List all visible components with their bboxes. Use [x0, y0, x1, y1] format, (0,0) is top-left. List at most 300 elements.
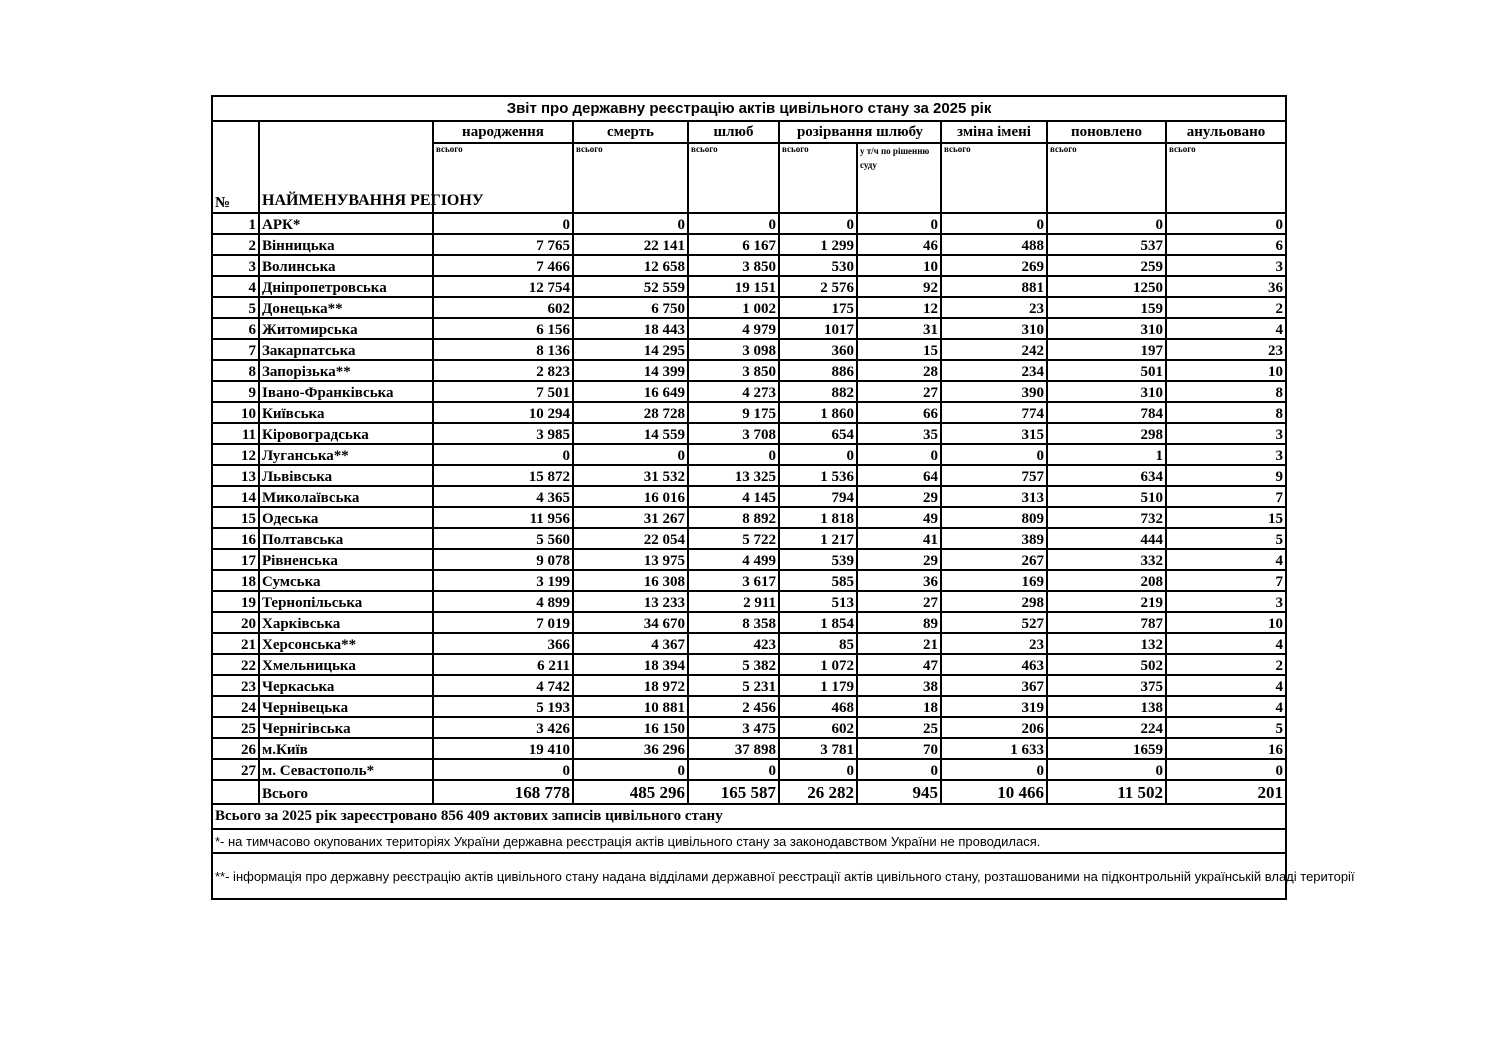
cell-divorce: 530	[779, 255, 857, 276]
region-name: Хмельницька	[259, 654, 433, 675]
cell-death: 22 141	[573, 234, 688, 255]
cell-death: 18 443	[573, 318, 688, 339]
region-name: Херсонська**	[259, 633, 433, 654]
region-name: Одеська	[259, 507, 433, 528]
cell-death: 16 016	[573, 486, 688, 507]
row-number: 8	[212, 360, 259, 381]
row-number: 27	[212, 759, 259, 780]
region-name: Кіровоградська	[259, 423, 433, 444]
cell-divorce: 175	[779, 297, 857, 318]
cell-death: 0	[573, 444, 688, 465]
cell-divorce: 585	[779, 570, 857, 591]
cell-annulled: 3	[1166, 591, 1286, 612]
table-row	[212, 738, 1286, 759]
cell-birth: 12 754	[433, 276, 573, 297]
cell-name-change: 267	[941, 549, 1047, 570]
table-row	[212, 486, 1286, 507]
cell-court: 15	[857, 339, 941, 360]
cell-marriage: 8 358	[688, 612, 779, 633]
cell-annulled: 15	[1166, 507, 1286, 528]
cell-court: 29	[857, 486, 941, 507]
cell-renewed: 197	[1047, 339, 1166, 360]
cell-renewed: 375	[1047, 675, 1166, 696]
footnote-controlled: **- інформація про державну реєстрацію актів цивільного стану надана відділами державної реєстрації актів цивільного стану, розташованими на підконтрольній українській владі території	[212, 853, 1286, 899]
cell-divorce: 1 179	[779, 675, 857, 696]
cell-birth: 0	[433, 759, 573, 780]
region-name: Луганська**	[259, 444, 433, 465]
row-number: 9	[212, 381, 259, 402]
cell-name-change: 234	[941, 360, 1047, 381]
cell-death: 31 267	[573, 507, 688, 528]
cell-name-change: 0	[941, 444, 1047, 465]
total-death: 485 296	[573, 780, 688, 804]
subheader-birth-total: всього	[433, 143, 573, 213]
cell-death: 22 054	[573, 528, 688, 549]
cell-birth: 5 193	[433, 696, 573, 717]
row-number: 14	[212, 486, 259, 507]
cell-renewed: 537	[1047, 234, 1166, 255]
cell-renewed: 298	[1047, 423, 1166, 444]
region-name: Вінницька	[259, 234, 433, 255]
cell-divorce: 0	[779, 213, 857, 234]
region-name: АРК*	[259, 213, 433, 234]
cell-name-change: 0	[941, 213, 1047, 234]
table-row	[212, 213, 1286, 234]
cell-birth: 7 019	[433, 612, 573, 633]
subheader-death-total: всього	[573, 143, 688, 213]
cell-renewed: 132	[1047, 633, 1166, 654]
table-row	[212, 423, 1286, 444]
cell-annulled: 4	[1166, 318, 1286, 339]
cell-death: 14 559	[573, 423, 688, 444]
cell-death: 16 150	[573, 717, 688, 738]
cell-divorce: 1 860	[779, 402, 857, 423]
total-annulled: 201	[1166, 780, 1286, 804]
region-name: Волинська	[259, 255, 433, 276]
cell-court: 27	[857, 381, 941, 402]
cell-court: 35	[857, 423, 941, 444]
cell-divorce: 886	[779, 360, 857, 381]
cell-divorce: 794	[779, 486, 857, 507]
cell-death: 14 295	[573, 339, 688, 360]
cell-marriage: 4 145	[688, 486, 779, 507]
cell-court: 21	[857, 633, 941, 654]
total-marriage: 165 587	[688, 780, 779, 804]
cell-death: 4 367	[573, 633, 688, 654]
cell-marriage: 3 850	[688, 360, 779, 381]
cell-marriage: 9 175	[688, 402, 779, 423]
column-header-renewed: поновлено	[1047, 121, 1166, 143]
cell-marriage: 4 979	[688, 318, 779, 339]
total-row	[212, 780, 1286, 804]
cell-marriage: 4 273	[688, 381, 779, 402]
total-renewed: 11 502	[1047, 780, 1166, 804]
cell-death: 0	[573, 759, 688, 780]
cell-marriage: 37 898	[688, 738, 779, 759]
cell-name-change: 0	[941, 759, 1047, 780]
row-number: 25	[212, 717, 259, 738]
cell-court: 29	[857, 549, 941, 570]
region-name: Чернівецька	[259, 696, 433, 717]
cell-birth: 9 078	[433, 549, 573, 570]
cell-death: 13 233	[573, 591, 688, 612]
cell-death: 16 649	[573, 381, 688, 402]
cell-birth: 7 765	[433, 234, 573, 255]
cell-renewed: 219	[1047, 591, 1166, 612]
cell-court: 49	[857, 507, 941, 528]
cell-divorce: 2 576	[779, 276, 857, 297]
subheader-annulled-total: всього	[1166, 143, 1286, 213]
row-number: 20	[212, 612, 259, 633]
cell-birth: 11 956	[433, 507, 573, 528]
cell-marriage: 8 892	[688, 507, 779, 528]
cell-death: 12 658	[573, 255, 688, 276]
cell-death: 31 532	[573, 465, 688, 486]
cell-birth: 3 199	[433, 570, 573, 591]
cell-birth: 0	[433, 444, 573, 465]
cell-birth: 3 985	[433, 423, 573, 444]
row-number: 18	[212, 570, 259, 591]
cell-annulled: 3	[1166, 255, 1286, 276]
table-row	[212, 633, 1286, 654]
cell-renewed: 634	[1047, 465, 1166, 486]
cell-court: 70	[857, 738, 941, 759]
cell-divorce: 1 217	[779, 528, 857, 549]
cell-annulled: 0	[1166, 759, 1286, 780]
subheader-name-change-total: всього	[941, 143, 1047, 213]
row-number: 21	[212, 633, 259, 654]
row-number: 5	[212, 297, 259, 318]
cell-marriage: 3 617	[688, 570, 779, 591]
cell-annulled: 36	[1166, 276, 1286, 297]
cell-marriage: 6 167	[688, 234, 779, 255]
cell-renewed: 310	[1047, 381, 1166, 402]
cell-name-change: 23	[941, 633, 1047, 654]
cell-marriage: 1 002	[688, 297, 779, 318]
cell-marriage: 5 382	[688, 654, 779, 675]
cell-annulled: 23	[1166, 339, 1286, 360]
row-number: 19	[212, 591, 259, 612]
cell-court: 66	[857, 402, 941, 423]
cell-divorce: 0	[779, 759, 857, 780]
cell-renewed: 501	[1047, 360, 1166, 381]
cell-name-change: 23	[941, 297, 1047, 318]
cell-court: 92	[857, 276, 941, 297]
table-row	[212, 402, 1286, 423]
cell-annulled: 9	[1166, 465, 1286, 486]
cell-death: 6 750	[573, 297, 688, 318]
cell-court: 0	[857, 444, 941, 465]
total-birth: 168 778	[433, 780, 573, 804]
cell-name-change: 774	[941, 402, 1047, 423]
row-number: 15	[212, 507, 259, 528]
cell-marriage: 3 475	[688, 717, 779, 738]
cell-renewed: 510	[1047, 486, 1166, 507]
footnote-occupied: *- на тимчасово окупованих територіях України державна реєстрація актів цивільного стану за законодавством України не проводилася.	[212, 829, 1286, 853]
cell-court: 38	[857, 675, 941, 696]
row-number: 11	[212, 423, 259, 444]
cell-annulled: 0	[1166, 213, 1286, 234]
cell-birth: 2 823	[433, 360, 573, 381]
cell-birth: 0	[433, 213, 573, 234]
cell-death: 10 881	[573, 696, 688, 717]
table-row	[212, 339, 1286, 360]
subheader-marriage-total: всього	[688, 143, 779, 213]
cell-renewed: 787	[1047, 612, 1166, 633]
table-row	[212, 465, 1286, 486]
cell-divorce: 1017	[779, 318, 857, 339]
row-number: 4	[212, 276, 259, 297]
cell-court: 89	[857, 612, 941, 633]
row-number: 10	[212, 402, 259, 423]
cell-marriage: 2 911	[688, 591, 779, 612]
region-name: Харківська	[259, 612, 433, 633]
region-name: Житомирська	[259, 318, 433, 339]
cell-annulled: 16	[1166, 738, 1286, 759]
table-row	[212, 717, 1286, 738]
cell-birth: 8 136	[433, 339, 573, 360]
region-name: Дніпропетровська	[259, 276, 433, 297]
table-row	[212, 696, 1286, 717]
cell-divorce: 1 536	[779, 465, 857, 486]
column-header-number: №	[212, 121, 259, 213]
cell-name-change: 367	[941, 675, 1047, 696]
cell-death: 18 972	[573, 675, 688, 696]
cell-birth: 4 742	[433, 675, 573, 696]
region-name: Київська	[259, 402, 433, 423]
cell-marriage: 2 456	[688, 696, 779, 717]
cell-birth: 3 426	[433, 717, 573, 738]
column-header-birth: народження	[433, 121, 573, 143]
cell-renewed: 1659	[1047, 738, 1166, 759]
cell-court: 28	[857, 360, 941, 381]
cell-renewed: 0	[1047, 759, 1166, 780]
row-number: 7	[212, 339, 259, 360]
cell-renewed: 208	[1047, 570, 1166, 591]
report-table	[211, 95, 1355, 900]
region-name: Закарпатська	[259, 339, 433, 360]
cell-name-change: 389	[941, 528, 1047, 549]
cell-birth: 10 294	[433, 402, 573, 423]
region-name: Івано-Франківська	[259, 381, 433, 402]
cell-annulled: 10	[1166, 612, 1286, 633]
cell-name-change: 809	[941, 507, 1047, 528]
cell-renewed: 784	[1047, 402, 1166, 423]
region-name: Черкаська	[259, 675, 433, 696]
cell-marriage: 0	[688, 759, 779, 780]
table-row	[212, 444, 1286, 465]
table-row	[212, 507, 1286, 528]
cell-divorce: 654	[779, 423, 857, 444]
cell-name-change: 313	[941, 486, 1047, 507]
cell-court: 47	[857, 654, 941, 675]
cell-annulled: 5	[1166, 717, 1286, 738]
table-row	[212, 528, 1286, 549]
cell-renewed: 310	[1047, 318, 1166, 339]
row-number: 3	[212, 255, 259, 276]
cell-court: 36	[857, 570, 941, 591]
total-label: Всього	[259, 780, 433, 804]
cell-annulled: 10	[1166, 360, 1286, 381]
total-number-cell	[212, 780, 259, 804]
cell-court: 25	[857, 717, 941, 738]
subheader-divorce-total: всього	[779, 143, 857, 213]
cell-renewed: 502	[1047, 654, 1166, 675]
cell-divorce: 360	[779, 339, 857, 360]
cell-name-change: 315	[941, 423, 1047, 444]
column-header-marriage: шлюб	[688, 121, 779, 143]
cell-birth: 5 560	[433, 528, 573, 549]
cell-court: 10	[857, 255, 941, 276]
total-court: 945	[857, 780, 941, 804]
region-name: Полтавська	[259, 528, 433, 549]
column-header-death: смерть	[573, 121, 688, 143]
cell-marriage: 423	[688, 633, 779, 654]
region-name: Сумська	[259, 570, 433, 591]
cell-renewed: 332	[1047, 549, 1166, 570]
region-name: Чернігівська	[259, 717, 433, 738]
cell-renewed: 0	[1047, 213, 1166, 234]
summary-line: Всього за 2025 рік зареєстровано 856 409 актових записів цивільного стану	[212, 804, 1286, 829]
row-number: 24	[212, 696, 259, 717]
cell-divorce: 513	[779, 591, 857, 612]
cell-court: 12	[857, 297, 941, 318]
cell-annulled: 7	[1166, 570, 1286, 591]
row-number: 16	[212, 528, 259, 549]
cell-name-change: 206	[941, 717, 1047, 738]
cell-divorce: 1 818	[779, 507, 857, 528]
cell-name-change: 881	[941, 276, 1047, 297]
cell-birth: 15 872	[433, 465, 573, 486]
column-header-name-change: зміна імені	[941, 121, 1047, 143]
cell-name-change: 169	[941, 570, 1047, 591]
cell-name-change: 310	[941, 318, 1047, 339]
cell-death: 52 559	[573, 276, 688, 297]
cell-marriage: 19 151	[688, 276, 779, 297]
cell-birth: 366	[433, 633, 573, 654]
cell-death: 28 728	[573, 402, 688, 423]
cell-marriage: 3 098	[688, 339, 779, 360]
cell-annulled: 4	[1166, 633, 1286, 654]
table-row	[212, 570, 1286, 591]
cell-renewed: 444	[1047, 528, 1166, 549]
column-header-annulled: анульовано	[1166, 121, 1286, 143]
row-number: 22	[212, 654, 259, 675]
table-row	[212, 318, 1286, 339]
subheader-divorce-court: у т/ч по рішенню суду	[857, 143, 941, 213]
cell-annulled: 8	[1166, 381, 1286, 402]
cell-annulled: 2	[1166, 654, 1286, 675]
row-number: 6	[212, 318, 259, 339]
column-header-region: НАЙМЕНУВАННЯ РЕГІОНУ	[259, 121, 433, 213]
cell-death: 14 399	[573, 360, 688, 381]
cell-death: 18 394	[573, 654, 688, 675]
cell-court: 46	[857, 234, 941, 255]
cell-renewed: 259	[1047, 255, 1166, 276]
table-row	[212, 234, 1286, 255]
cell-annulled: 3	[1166, 444, 1286, 465]
cell-court: 0	[857, 759, 941, 780]
total-name-change: 10 466	[941, 780, 1047, 804]
cell-marriage: 0	[688, 444, 779, 465]
row-number: 1	[212, 213, 259, 234]
cell-renewed: 1	[1047, 444, 1166, 465]
cell-divorce: 1 299	[779, 234, 857, 255]
cell-birth: 4 899	[433, 591, 573, 612]
table-row	[212, 654, 1286, 675]
total-divorce: 26 282	[779, 780, 857, 804]
cell-renewed: 159	[1047, 297, 1166, 318]
region-name: Тернопільська	[259, 591, 433, 612]
cell-annulled: 5	[1166, 528, 1286, 549]
cell-court: 64	[857, 465, 941, 486]
cell-divorce: 1 854	[779, 612, 857, 633]
cell-divorce: 3 781	[779, 738, 857, 759]
cell-name-change: 390	[941, 381, 1047, 402]
table-row	[212, 591, 1286, 612]
table-row	[212, 276, 1286, 297]
cell-renewed: 138	[1047, 696, 1166, 717]
cell-annulled: 8	[1166, 402, 1286, 423]
row-number: 26	[212, 738, 259, 759]
table-row	[212, 759, 1286, 780]
cell-divorce: 602	[779, 717, 857, 738]
cell-birth: 7 466	[433, 255, 573, 276]
cell-court: 0	[857, 213, 941, 234]
cell-marriage: 3 708	[688, 423, 779, 444]
cell-name-change: 298	[941, 591, 1047, 612]
cell-marriage: 5 722	[688, 528, 779, 549]
cell-annulled: 4	[1166, 675, 1286, 696]
cell-name-change: 269	[941, 255, 1047, 276]
cell-renewed: 732	[1047, 507, 1166, 528]
table-row	[212, 675, 1286, 696]
region-name: Донецька**	[259, 297, 433, 318]
cell-divorce: 882	[779, 381, 857, 402]
cell-birth: 4 365	[433, 486, 573, 507]
cell-marriage: 4 499	[688, 549, 779, 570]
cell-divorce: 468	[779, 696, 857, 717]
cell-court: 27	[857, 591, 941, 612]
cell-death: 13 975	[573, 549, 688, 570]
report-document	[211, 95, 1355, 900]
cell-birth: 6 156	[433, 318, 573, 339]
cell-name-change: 319	[941, 696, 1047, 717]
cell-marriage: 5 231	[688, 675, 779, 696]
cell-divorce: 539	[779, 549, 857, 570]
cell-name-change: 757	[941, 465, 1047, 486]
row-number: 13	[212, 465, 259, 486]
cell-death: 34 670	[573, 612, 688, 633]
cell-name-change: 463	[941, 654, 1047, 675]
report-title: Звіт про державну реєстрацію актів цивільного стану за 2025 рік	[212, 96, 1286, 121]
table-row	[212, 297, 1286, 318]
cell-birth: 602	[433, 297, 573, 318]
region-name: м.Київ	[259, 738, 433, 759]
cell-renewed: 224	[1047, 717, 1166, 738]
region-name: Рівненська	[259, 549, 433, 570]
region-name: м. Севастополь*	[259, 759, 433, 780]
region-name: Миколаївська	[259, 486, 433, 507]
cell-birth: 19 410	[433, 738, 573, 759]
region-name: Львівська	[259, 465, 433, 486]
cell-annulled: 2	[1166, 297, 1286, 318]
cell-divorce: 85	[779, 633, 857, 654]
cell-marriage: 0	[688, 213, 779, 234]
cell-birth: 6 211	[433, 654, 573, 675]
table-row	[212, 360, 1286, 381]
cell-annulled: 4	[1166, 549, 1286, 570]
